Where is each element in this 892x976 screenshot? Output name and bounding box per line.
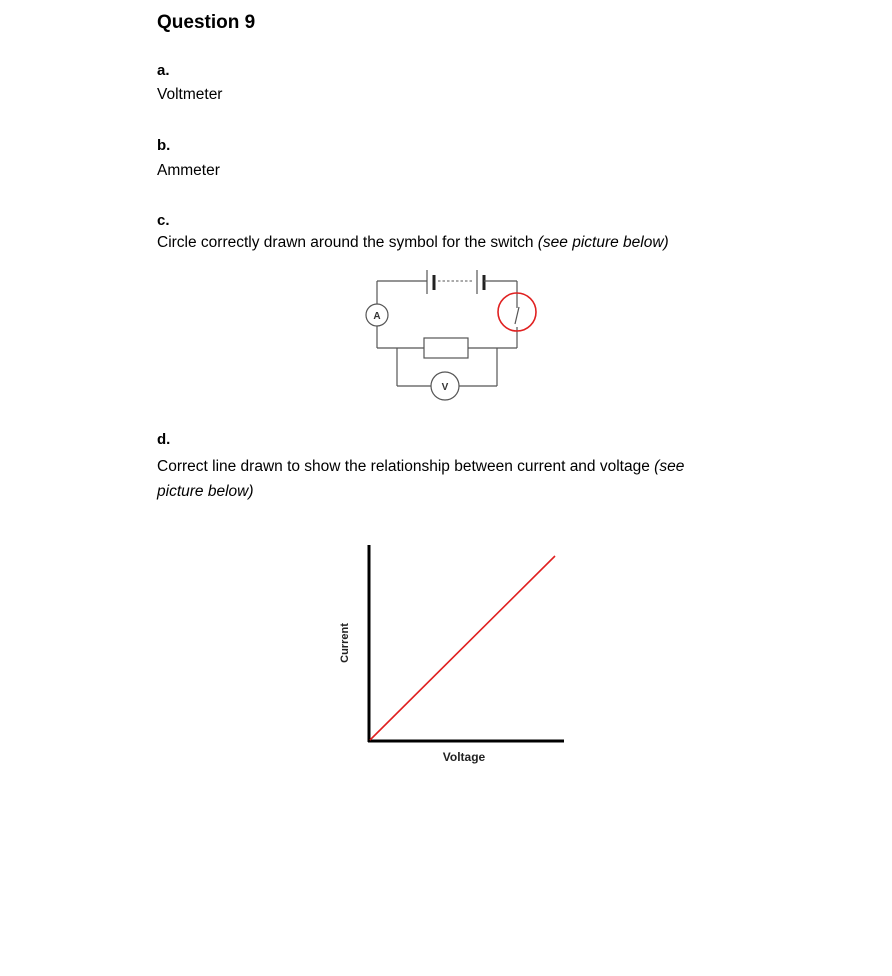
part-a-label: a. — [157, 62, 170, 79]
part-a-answer: Voltmeter — [157, 86, 223, 103]
part-b-answer: Ammeter — [157, 162, 220, 179]
current-voltage-graph — [330, 540, 580, 780]
part-d-answer-text: Correct line drawn to show the relationship between current and voltage — [157, 458, 650, 475]
part-c-answer — [157, 230, 669, 255]
y-axis-label: Current — [339, 623, 351, 663]
part-d-answer — [157, 454, 757, 504]
part-d-label: d. — [157, 431, 171, 448]
part-c-label: c. — [157, 212, 170, 229]
battery-symbol — [427, 270, 490, 294]
x-axis-label: Voltage — [442, 750, 486, 764]
circuit-diagram — [340, 262, 550, 412]
current-voltage-line — [370, 556, 555, 740]
ammeter-label: A — [373, 311, 381, 322]
resistor-symbol — [424, 338, 468, 358]
part-d-note-2: picture below) — [157, 483, 254, 500]
part-d-note-1: (see — [654, 458, 685, 475]
switch-symbol — [515, 307, 519, 324]
part-c-answer-text: Circle correctly drawn around the symbol for the switch — [157, 234, 534, 251]
part-c-note: (see picture below) — [537, 234, 669, 251]
voltmeter-label: V — [441, 382, 449, 393]
part-b-label: b. — [157, 137, 171, 154]
question-title: Question 9 — [157, 12, 256, 33]
